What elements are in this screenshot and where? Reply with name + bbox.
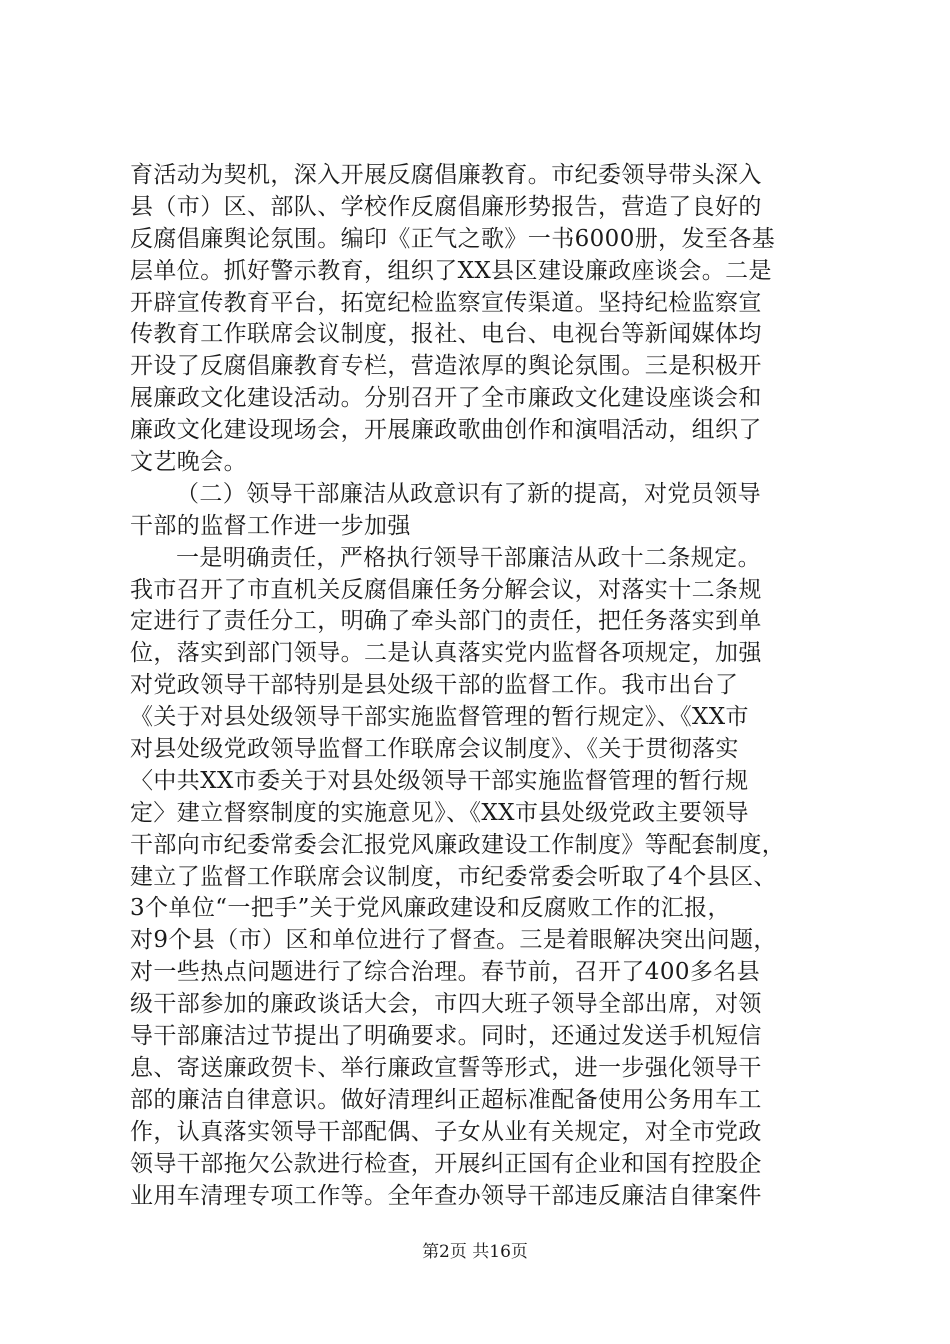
- text-line: 县（市）区、部队、学校作反腐倡廉形势报告，营造了良好的: [130, 193, 762, 220]
- text-line: 反腐倡廉舆论氛围。编印《正气之歌》一书6000册，发至各基: [130, 225, 776, 252]
- text-line: 廉政文化建设现场会，开展廉政歌曲创作和演唱活动，组织了: [130, 417, 762, 444]
- text-line: 《关于对县处级领导干部实施监督管理的暂行规定》、《XX市: [130, 704, 749, 731]
- text-line: 我市召开了市直机关反腐倡廉任务分解会议，对落实十二条规: [130, 576, 762, 603]
- paragraph-first-line: 一是明确责任，严格执行领导干部廉洁从政十二条规定。: [176, 544, 761, 571]
- text-line: 建立了监督工作联席会议制度，市纪委常委会听取了4个县区、: [130, 863, 777, 890]
- section-heading-line: （二）领导干部廉洁从政意识有了新的提高，对党员领导: [176, 480, 761, 507]
- page-number: 第2页 共16页: [422, 1242, 528, 1262]
- text-line: 对县处级党政领导监督工作联席会议制度》、《关于贯彻落实: [130, 736, 739, 763]
- text-line: 3个单位“一把手”关于党风廉政建设和反腐败工作的汇报，: [130, 895, 731, 922]
- text-line: 开设了反腐倡廉教育专栏，营造浓厚的舆论氛围。三是积极开: [130, 353, 762, 380]
- text-line: 对一些热点问题进行了综合治理。春节前，召开了400多名县: [130, 959, 761, 986]
- text-line: 导干部廉洁过节提出了明确要求。同时，还通过发送手机短信: [130, 1023, 762, 1050]
- body-text: [130, 160, 830, 1212]
- text-line: 层单位。抓好警示教育，组织了XX县区建设廉政座谈会。二是: [130, 257, 772, 284]
- text-line: 领导干部拖欠公款进行检查，开展纠正国有企业和国有控股企: [130, 1150, 762, 1177]
- text-line: 对9个县（市）区和单位进行了督查。三是着眼解决突出问题，: [130, 927, 777, 954]
- text-line: 传教育工作联席会议制度，报社、电台、电视台等新闻媒体均: [130, 321, 762, 348]
- text-line: 定进行了责任分工，明确了牵头部门的责任，把任务落实到单: [130, 608, 762, 635]
- text-line: 展廉政文化建设活动。分别召开了全市廉政文化建设座谈会和: [130, 385, 762, 412]
- text-line: 业用车清理专项工作等。全年查办领导干部违反廉洁自律案件: [130, 1182, 762, 1209]
- text-line: 部的廉洁自律意识。做好清理纠正超标准配备使用公务用车工: [130, 1086, 762, 1113]
- page-footer: [0, 1240, 950, 1264]
- text-line: 开辟宣传教育平台，拓宽纪检监察宣传渠道。坚持纪检监察宣: [130, 289, 762, 316]
- text-line: 定〉建立督察制度的实施意见》、《XX市县处级党政主要领导: [130, 799, 749, 826]
- text-line: 文艺晚会。: [130, 449, 247, 476]
- text-line: 位，落实到部门领导。二是认真落实党内监督各项规定，加强: [130, 640, 762, 667]
- text-line: 〈中共XX市委关于对县处级领导干部实施监督管理的暂行规: [130, 767, 749, 794]
- text-line: 育活动为契机，深入开展反腐倡廉教育。市纪委领导带头深入: [130, 162, 762, 188]
- section-heading-line: 干部的监督工作进一步加强: [130, 512, 411, 539]
- text-line: 息、寄送廉政贺卡、举行廉政宣誓等形式，进一步强化领导干: [130, 1054, 762, 1081]
- text-line: 级干部参加的廉政谈话大会，市四大班子领导全部出席，对领: [130, 991, 762, 1018]
- text-line: 作，认真落实领导干部配偶、子女从业有关规定，对全市党政: [130, 1118, 762, 1145]
- text-line: 对党政领导干部特别是县处级干部的监督工作。我市出台了: [130, 672, 739, 699]
- text-line: 干部向市纪委常委会汇报党风廉政建设工作制度》等配套制度，: [130, 831, 786, 858]
